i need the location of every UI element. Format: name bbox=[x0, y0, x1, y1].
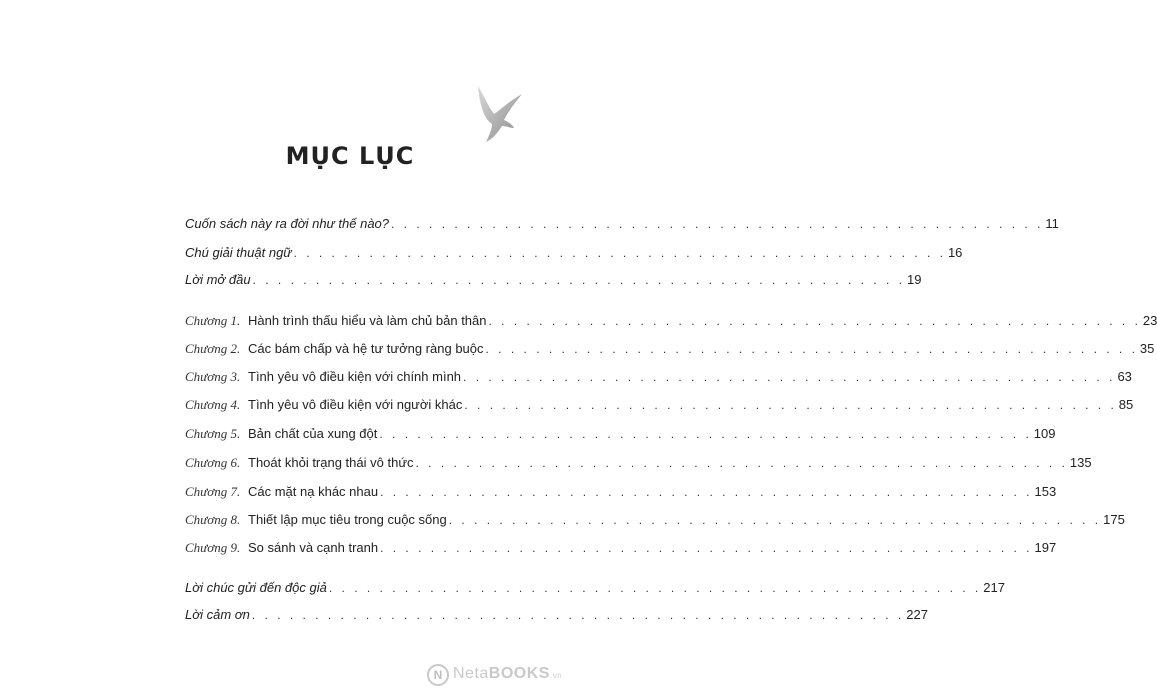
toc-entry-title: Cuốn sách này ra đời như thế nào? bbox=[185, 216, 390, 231]
toc-entry-reader-wishes[interactable] bbox=[185, 580, 1005, 596]
toc-entry-page: 63 bbox=[1117, 369, 1132, 384]
toc-entry-chapter-9[interactable] bbox=[185, 540, 1057, 556]
toc-entry-page: 11 bbox=[1045, 216, 1059, 231]
chapter-label: Chương 9. bbox=[185, 540, 241, 555]
toc-entry-page: 135 bbox=[1069, 455, 1092, 470]
toc-entry-chapter-5[interactable] bbox=[185, 426, 1056, 442]
dot-leader: . . . . . . . . . . . . . . . . . . . . . . . . . . . . . . . . . . . . . . . . . . . . . . . . . . . . bbox=[251, 608, 905, 622]
toc-entry-page: 175 bbox=[1103, 512, 1125, 527]
toc-entry-chapter-6[interactable] bbox=[185, 455, 1092, 471]
netabooks-logo-icon bbox=[427, 664, 449, 686]
chapter-label: Chương 6. bbox=[185, 455, 241, 470]
dot-leader: . . . . . . . . . . . . . . . . . . . . . . . . . . . . . . . . . . . . . . . . . . . . . . . . . . . . bbox=[252, 273, 905, 287]
toc-entry-title: Lời mở đầu bbox=[185, 272, 251, 287]
toc-entry-page: 153 bbox=[1034, 484, 1057, 499]
toc-entry-title: Lời cảm ơn bbox=[185, 607, 250, 622]
toc-entry-page: 217 bbox=[983, 580, 1005, 595]
chapter-label: Chương 7. bbox=[185, 484, 241, 499]
toc-entry-title: Các mặt nạ khác nhau bbox=[248, 484, 379, 499]
toc-entry-page: 16 bbox=[947, 245, 963, 260]
toc-entry-chapter-2[interactable] bbox=[185, 341, 1155, 357]
chapter-label: Chương 8. bbox=[185, 512, 241, 527]
toc-entry-page: 109 bbox=[1033, 426, 1056, 441]
toc-entry-origin[interactable] bbox=[185, 216, 1059, 232]
dot-leader: . . . . . . . . . . . . . . . . . . . . . . . . . . . . . . . . . . . . . . . . . . . . . . . . . . . . bbox=[464, 398, 1117, 412]
toc-entry-title: Thoát khỏi trạng thái vô thức bbox=[248, 455, 414, 470]
toc-entry-chapter-8[interactable] bbox=[185, 512, 1125, 528]
chapter-label: Chương 5. bbox=[185, 426, 241, 441]
toc-entry-page: 23 bbox=[1142, 313, 1157, 328]
toc-entry-chapter-1[interactable] bbox=[185, 313, 1157, 329]
chapter-label: Chương 2. bbox=[185, 341, 241, 356]
toc-entry-glossary[interactable] bbox=[185, 245, 963, 261]
dot-leader: . . . . . . . . . . . . . . . . . . . . . . . . . . . . . . . . . . . . . . . . . . . . . . . . . . . . bbox=[380, 541, 1033, 555]
toc-entry-page: 35 bbox=[1139, 341, 1155, 356]
toc-entry-page: 197 bbox=[1034, 540, 1057, 555]
chapter-label: Chương 3. bbox=[185, 369, 241, 384]
toc-entry-title: Hành trình thấu hiểu và làm chủ bản thân bbox=[248, 313, 487, 328]
toc-entry-preface[interactable] bbox=[185, 272, 922, 288]
toc-entry-acknowledgements[interactable] bbox=[185, 607, 928, 623]
dot-leader: . . . . . . . . . . . . . . . . . . . . . . . . . . . . . . . . . . . . . . . . . . . . . . . . . . . . bbox=[415, 456, 1068, 470]
toc-entry-chapter-7[interactable] bbox=[185, 484, 1057, 500]
watermark-brand bbox=[453, 665, 562, 683]
dot-leader: . . . . . . . . . . . . . . . . . . . . . . . . . . . . . . . . . . . . . . . . . . . . . . . . . . . . bbox=[293, 246, 946, 260]
dot-leader: . . . . . . . . . . . . . . . . . . . . . . . . . . . . . . . . . . . . . . . . . . . . . . . . . . . . bbox=[463, 370, 1116, 384]
brand-tld: .vn bbox=[549, 671, 563, 680]
brand-first: Neta bbox=[453, 665, 489, 682]
logo-letter: N bbox=[433, 668, 443, 682]
brand-second: BOOKS bbox=[488, 665, 550, 682]
watermark bbox=[427, 662, 587, 690]
page-title: MỤC LỤC bbox=[285, 142, 415, 170]
dot-leader: . . . . . . . . . . . . . . . . . . . . . . . . . . . . . . . . . . . . . . . . . . . . . . . . . . . . bbox=[488, 314, 1141, 328]
toc-entry-chapter-4[interactable] bbox=[185, 397, 1134, 413]
toc-entry-page: 227 bbox=[906, 607, 928, 622]
toc-entry-title: So sánh và cạnh tranh bbox=[248, 540, 379, 555]
toc-entry-page: 85 bbox=[1118, 397, 1134, 412]
toc-entry-title: Chú giải thuật ngữ bbox=[185, 245, 292, 260]
chapter-label: Chương 1. bbox=[185, 313, 241, 328]
dot-leader: . . . . . . . . . . . . . . . . . . . . . . . . . . . . . . . . . . . . . . . . . . . . . . . . . . . . bbox=[379, 427, 1032, 441]
dot-leader: . . . . . . . . . . . . . . . . . . . . . . . . . . . . . . . . . . . . . . . . . . . . . . . . . . . . bbox=[328, 581, 982, 595]
toc-entry-title: Bản chất của xung đột bbox=[248, 426, 378, 441]
toc-entry-title: Tình yêu vô điều kiện với chính mình bbox=[248, 369, 462, 384]
dot-leader: . . . . . . . . . . . . . . . . . . . . . . . . . . . . . . . . . . . . . . . . . . . . . . . . . . . . bbox=[485, 342, 1138, 356]
dot-leader: . . . . . . . . . . . . . . . . . . . . . . . . . . . . . . . . . . . . . . . . . . . . . . . . . . . . bbox=[391, 217, 1044, 231]
toc-entry-chapter-3[interactable] bbox=[185, 369, 1132, 385]
toc-entry-title: Tình yêu vô điều kiện với người khác bbox=[248, 397, 463, 412]
dot-leader: . . . . . . . . . . . . . . . . . . . . . . . . . . . . . . . . . . . . . . . . . . . . . . . . . . . . bbox=[448, 513, 1102, 527]
chapter-label: Chương 4. bbox=[185, 397, 241, 412]
dot-leader: . . . . . . . . . . . . . . . . . . . . . . . . . . . . . . . . . . . . . . . . . . . . . . . . . . . . bbox=[380, 485, 1033, 499]
dove-icon bbox=[470, 84, 526, 144]
toc-entry-title: Thiết lập mục tiêu trong cuộc sống bbox=[248, 512, 447, 527]
toc-entry-page: 19 bbox=[906, 272, 922, 287]
toc-entry-title: Các bám chấp và hệ tư tưởng ràng buộc bbox=[248, 341, 484, 356]
toc-entry-title: Lời chúc gửi đến độc giả bbox=[185, 580, 327, 595]
